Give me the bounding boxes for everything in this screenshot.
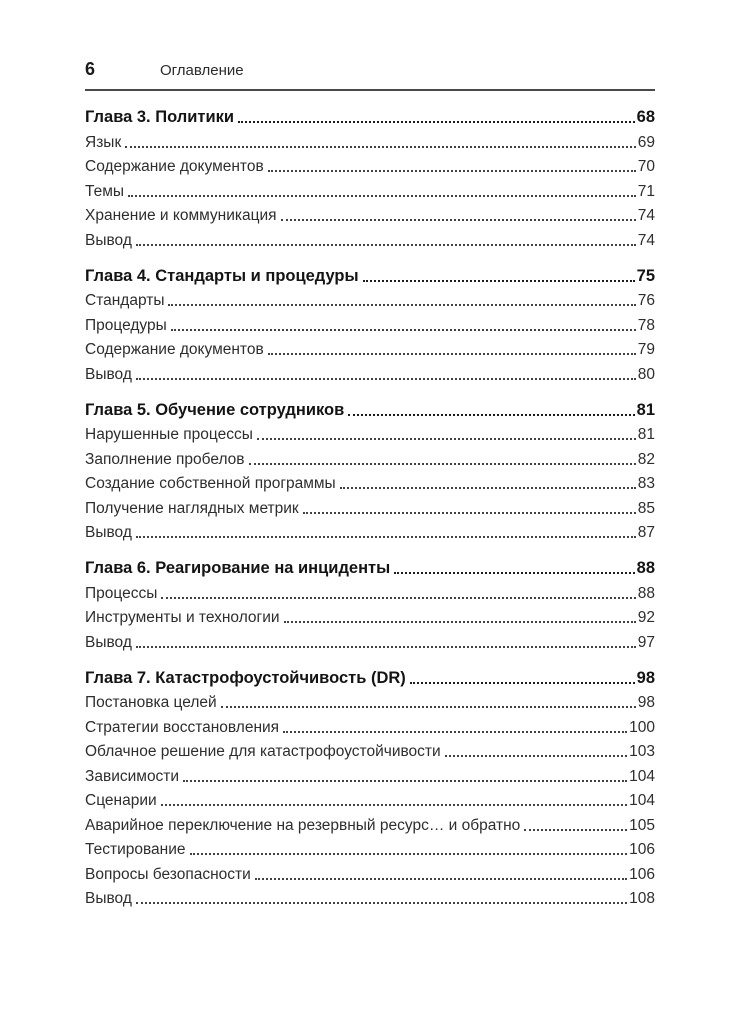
- toc-entry-title: Тестирование: [85, 841, 186, 858]
- toc-entry-page: 88: [637, 584, 655, 602]
- toc-entry-title: Глава 3. Политики: [85, 108, 234, 126]
- toc-entry-title: Облачное решение для катастрофоустойчивости: [85, 743, 441, 760]
- toc-item-row: [85, 518, 655, 543]
- dot-leader: [136, 536, 636, 538]
- toc-entry-title: Вывод: [85, 231, 132, 249]
- toc-entry-title: Постановка целей: [85, 694, 217, 711]
- toc-entry-page: 104: [629, 767, 655, 785]
- dot-leader: [128, 195, 636, 197]
- toc-item-row: [85, 761, 655, 786]
- dot-leader: [125, 146, 636, 148]
- toc-entry-page: 74: [637, 231, 655, 249]
- dot-leader: [283, 731, 627, 733]
- toc-item-row: [85, 444, 655, 469]
- dot-leader: [268, 170, 636, 172]
- toc-entry-title: Язык: [85, 133, 122, 151]
- toc-entry-page: 69: [637, 133, 655, 151]
- dot-leader: [340, 487, 636, 489]
- toc-item-row: [85, 712, 655, 737]
- toc-item-row: [85, 688, 655, 713]
- toc-entry-title: Глава 4. Стандарты и процедуры: [85, 266, 359, 285]
- dot-leader: [168, 304, 635, 306]
- toc-entry-page: 81: [636, 400, 655, 419]
- dot-leader: [221, 706, 636, 708]
- toc-entry-page: 70: [637, 158, 655, 175]
- toc-entry-title: Содержание документов: [85, 158, 264, 175]
- toc-entry-title: Глава 7. Катастрофоустойчивость (DR): [85, 668, 406, 687]
- dot-leader: [161, 804, 627, 806]
- toc-entry-page: 85: [637, 499, 655, 517]
- toc-entry-title: Темы: [85, 182, 125, 200]
- toc-entry-page: 106: [629, 841, 655, 858]
- toc-entry-page: 68: [636, 108, 655, 126]
- dot-leader: [249, 463, 636, 465]
- dot-leader: [190, 853, 628, 855]
- dot-leader: [394, 572, 634, 574]
- dot-leader: [136, 244, 636, 246]
- toc-entry-title: Вывод: [85, 633, 132, 651]
- folio-page-number: 6: [85, 59, 96, 79]
- toc-item-row: [85, 310, 655, 335]
- toc-entry-page: 82: [637, 450, 655, 468]
- dot-leader: [363, 280, 635, 282]
- toc-entry-title: Аварийное переключение на резервный ресурс… и обратно: [85, 816, 521, 834]
- toc-entry-page: 74: [637, 207, 655, 224]
- toc-chapter-row: [85, 663, 655, 688]
- dot-leader: [524, 829, 627, 831]
- toc-entry-page: 76: [637, 292, 655, 309]
- toc-entry-page: 83: [637, 475, 655, 492]
- toc-entry-title: Процессы: [85, 584, 158, 602]
- toc-entry-title: Стратегии восстановления: [85, 718, 280, 736]
- toc-entry-page: 81: [637, 426, 655, 443]
- dot-leader: [257, 438, 636, 440]
- dot-leader: [183, 780, 627, 782]
- toc-entry-page: 98: [637, 694, 655, 711]
- toc-entry-page: 92: [637, 609, 655, 626]
- toc-entry-title: Вопросы безопасности: [85, 865, 251, 883]
- toc-entry-title: Нарушенные процессы: [85, 426, 253, 443]
- toc-entry-title: Глава 5. Обучение сотрудников: [85, 400, 345, 419]
- dot-leader: [136, 646, 636, 648]
- toc-entry-page: 88: [636, 559, 655, 577]
- toc-entry-title: Глава 6. Реагирование на инциденты: [85, 559, 391, 577]
- toc-item-row: [85, 286, 655, 311]
- toc-entry-title: Заполнение пробелов: [85, 450, 245, 468]
- toc-entry-title: Вывод: [85, 524, 132, 541]
- dot-leader: [255, 878, 627, 880]
- toc-chapter-row: [85, 395, 655, 420]
- toc-list: [85, 103, 655, 909]
- toc-item-row: [85, 627, 655, 652]
- toc-item-row: [85, 786, 655, 811]
- toc-entry-page: 103: [629, 743, 655, 760]
- page-header: [85, 0, 655, 91]
- toc-entry-page: 106: [629, 865, 655, 883]
- toc-entry-page: 78: [637, 316, 655, 334]
- toc-item-row: [85, 469, 655, 494]
- toc-entry-page: 75: [636, 266, 655, 285]
- toc-item-row: [85, 127, 655, 152]
- toc-entry-page: 80: [637, 365, 655, 383]
- toc-entry-page: 71: [637, 182, 655, 200]
- dot-leader: [445, 755, 627, 757]
- toc-entry-title: Инструменты и технологии: [85, 609, 280, 626]
- toc-entry-page: 105: [629, 816, 655, 834]
- toc-item-row: [85, 884, 655, 909]
- toc-entry-page: 98: [636, 668, 655, 687]
- toc-entry-page: 108: [629, 890, 655, 907]
- page-content: [85, 0, 655, 908]
- dot-leader: [410, 682, 635, 684]
- toc-item-row: [85, 578, 655, 603]
- dot-leader: [281, 219, 636, 221]
- toc-entry-page: 104: [629, 792, 655, 809]
- toc-item-row: [85, 176, 655, 201]
- toc-item-row: [85, 493, 655, 518]
- toc-entry-title: Хранение и коммуникация: [85, 207, 277, 224]
- toc-item-row: [85, 737, 655, 762]
- toc-item-row: [85, 225, 655, 250]
- dot-leader: [136, 902, 627, 904]
- toc-entry-page: 79: [637, 341, 655, 358]
- dot-leader: [348, 414, 634, 416]
- toc-entry-page: 100: [629, 718, 655, 736]
- dot-leader: [284, 621, 636, 623]
- toc-item-row: [85, 335, 655, 360]
- toc-entry-page: 87: [637, 524, 655, 541]
- dot-leader: [171, 329, 636, 331]
- toc-entry-title: Содержание документов: [85, 341, 264, 358]
- toc-chapter-row: [85, 261, 655, 286]
- toc-chapter-row: [85, 554, 655, 579]
- toc-entry-title: Процедуры: [85, 316, 167, 334]
- toc-entry-title: Сценарии: [85, 792, 157, 809]
- toc-entry-title: Вывод: [85, 365, 132, 383]
- dot-leader: [161, 597, 635, 599]
- toc-item-row: [85, 152, 655, 177]
- dot-leader: [268, 353, 636, 355]
- toc-chapter-row: [85, 103, 655, 128]
- dot-leader: [303, 512, 636, 514]
- dot-leader: [238, 121, 635, 123]
- toc-entry-title: Вывод: [85, 890, 132, 907]
- toc-item-row: [85, 835, 655, 860]
- toc-item-row: [85, 201, 655, 226]
- toc-entry-title: Получение наглядных метрик: [85, 499, 299, 517]
- toc-entry-title: Стандарты: [85, 292, 165, 309]
- toc-entry-title: Создание собственной программы: [85, 475, 336, 492]
- toc-item-row: [85, 810, 655, 835]
- dot-leader: [136, 378, 636, 380]
- toc-item-row: [85, 603, 655, 628]
- toc-entry-title: Зависимости: [85, 767, 180, 785]
- toc-item-row: [85, 359, 655, 384]
- toc-item-row: [85, 420, 655, 445]
- running-title: Оглавление: [160, 62, 244, 79]
- toc-entry-page: 97: [637, 633, 655, 651]
- toc-item-row: [85, 859, 655, 884]
